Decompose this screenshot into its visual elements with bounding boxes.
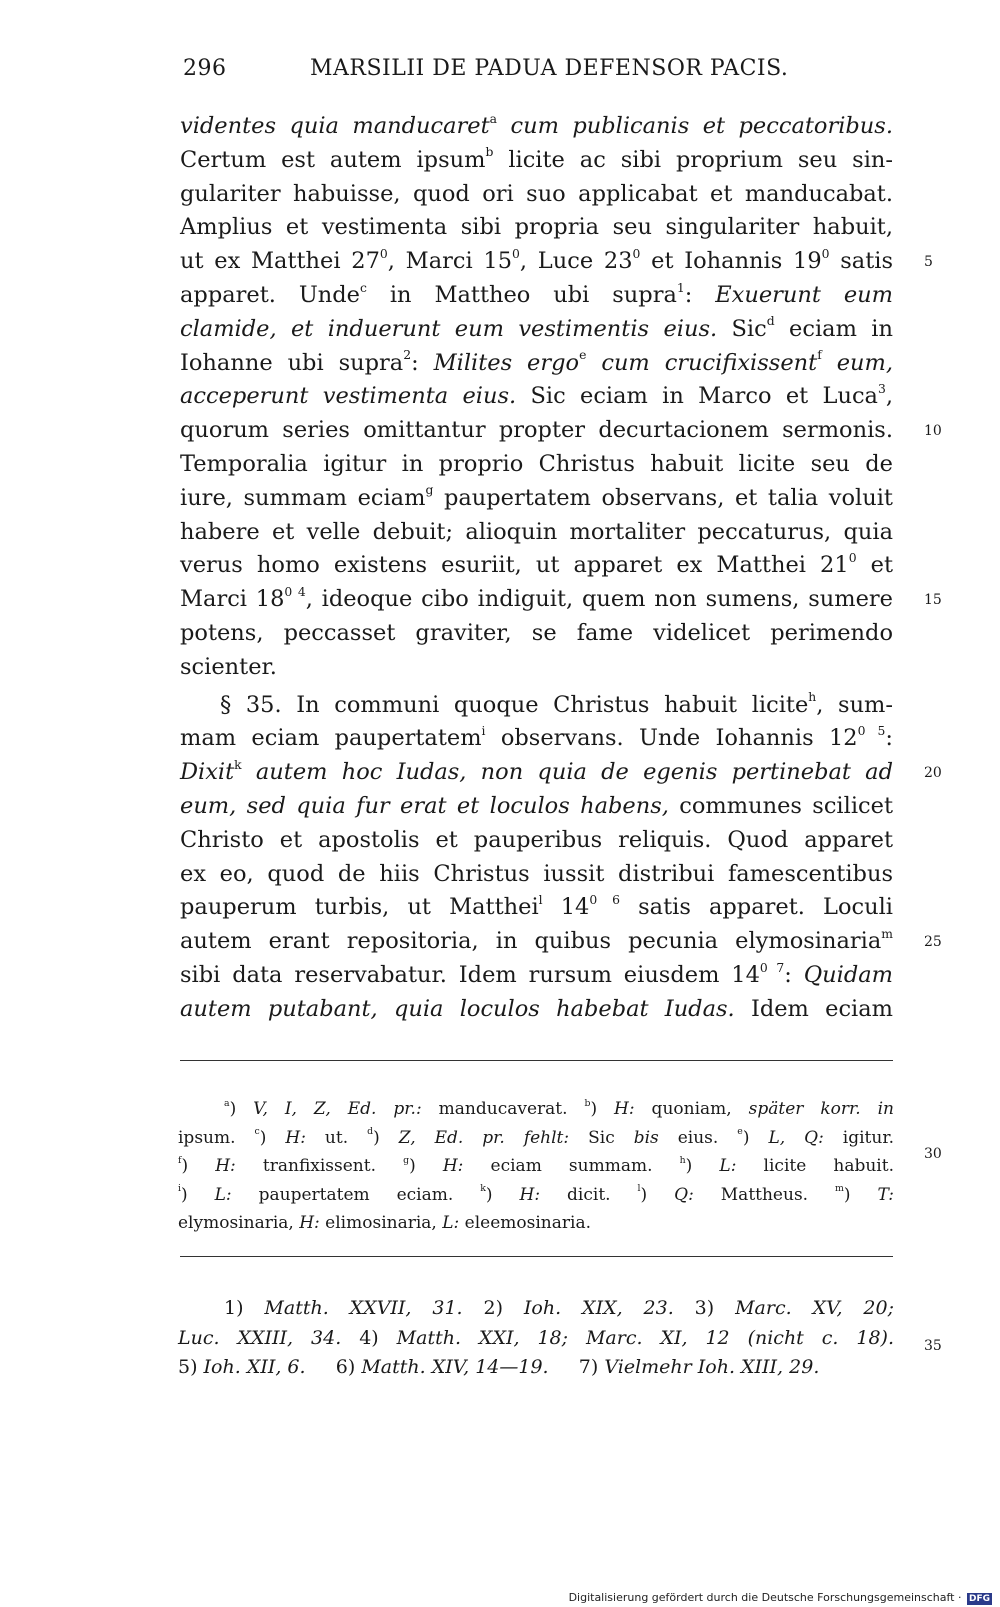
text-line: habere et velle debuit; alioquin mortaliter peccaturus, quia: [180, 518, 893, 545]
note-line: $^f$) H: tranfixissent. $^g$) H: eciam summam. $^h$) L: licite habuit.: [178, 1154, 894, 1176]
source-references: [178, 1294, 894, 1383]
line-number: 30: [924, 1146, 942, 1162]
line-number: 10: [924, 423, 942, 439]
text-line: Christo et apostolis et pauperibus reliquis. Quod apparet: [180, 826, 893, 853]
dfg-logo: DFG: [968, 1594, 990, 1604]
text-line: clamide, et induerunt eum vestimentis eius. Sic$^d$ eciam in: [180, 314, 893, 342]
line-number: 5: [924, 254, 933, 270]
text-line: potens, peccasset graviter, se fame videlicet perimendo: [180, 619, 893, 646]
text-line: quorum series omittantur propter decurtacionem sermonis.: [180, 417, 893, 444]
main-text: [180, 110, 893, 1027]
text-line: Marci $18^{0 4}$, ideoque cibo indiguit, quem non sumens, sumere: [180, 584, 893, 613]
running-title: MARSILII DE PADUA DEFENSOR PACIS.: [310, 56, 789, 81]
text-line: Dixit$^k$ autem hoc Iudas, non quia de egenis pertinebat ad: [180, 757, 893, 786]
text-line: Iohanne ubi supra$^2$: Milites ergo$^e$ cum crucifixissent$^f$ eum,: [180, 348, 893, 376]
text-line: Amplius et vestimenta sibi propria seu singulariter habuit,: [180, 214, 893, 241]
line-number: 15: [924, 592, 942, 608]
line-number: 20: [924, 765, 942, 781]
credit-text: Digitalisierung gefördert durch die Deutsche Forschungsgemeinschaft ·: [568, 1591, 962, 1604]
text-line: autem putabant, quia loculos habebat Iudas. Idem eciam: [180, 995, 894, 1022]
note-line: $^a$) V, I, Z, Ed. pr.: manducaverat. $^b$) H: quoniam, später korr. in: [224, 1097, 894, 1119]
text-line: eum, sed quia fur erat et loculos habens, communes scilicet: [180, 792, 893, 819]
separator-rule: [180, 1060, 893, 1061]
text-line: mam eciam paupertatem$^i$ observans. Unde Iohannis $12^{0 5}$:: [180, 724, 894, 752]
text-line: Temporalia igitur in proprio Christus habuit licite seu de: [180, 450, 893, 477]
text-line: sibi data reservabatur. Idem rursum eiusdem $14^{0 7}$: Quidam: [180, 960, 893, 988]
text-line: Certum est autem ipsum$^b$ licite ac sibi proprium seu sin-: [180, 145, 893, 173]
text-line: ut ex Matthei $27^0$, Marci $15^0$, Luce $23^0$ et Iohannis $19^0$ satis: [180, 246, 894, 275]
line-number: 35: [924, 1338, 942, 1354]
ref-line: Luc. XXIII, 34. 4) Matth. XXI, 18; Marc. XI, 12 (nicht c. 18).: [178, 1326, 895, 1349]
text-line: iure, summam eciam$^g$ paupertatem observans, et talia voluit: [180, 483, 893, 511]
ref-line: 1) Matth. XXVII, 31. 2) Ioh. XIX, 23. 3) Marc. XV, 20;: [224, 1297, 894, 1319]
page-number: 296: [183, 56, 227, 81]
text-line: scienter.: [180, 653, 277, 680]
text-line: gulariter habuisse, quod ori suo applicabat et manducabat.: [180, 180, 893, 207]
text-line: acceperunt vestimenta eius. Sic eciam in Marco et Luca$^3$,: [180, 382, 893, 410]
note-line: $^i$) L: paupertatem eciam. $^k$) H: dicit. $^l$) Q: Mattheus. $^m$) T:: [178, 1183, 894, 1205]
note-line: elymosinaria, H: elimosinaria, L: eleemosinaria.: [178, 1213, 591, 1233]
separator-rule: [180, 1256, 893, 1257]
text-line: § 35. In communi quoque Christus habuit licite$^h$, sum-: [220, 690, 893, 718]
text-line: autem erant repositoria, in quibus pecunia elymosinaria$^m$: [180, 926, 893, 955]
note-line: ipsum. $^c$) H: ut. $^d$) Z, Ed. pr. fehlt: Sic bis eius. $^e$) L, Q: igitur.: [178, 1126, 894, 1148]
text-line: videntes quia manducaret$^a$ cum publicanis et peccatoribus.: [180, 111, 893, 139]
line-number: 25: [924, 934, 942, 950]
ref-line: 5) Ioh. XII, 6. 6) Matth. XIV, 14—19. 7) Vielmehr Ioh. XIII, 29.: [178, 1356, 820, 1378]
critical-apparatus: [178, 1095, 894, 1238]
text-line: apparet. Unde$^c$ in Mattheo ubi supra$^1$: Exuerunt eum: [180, 280, 894, 308]
text-line: pauperum turbis, ut Matthei$^l$ $14^{0 6}$ satis apparet. Loculi: [180, 892, 893, 921]
text-line: verus homo existens esuriit, ut apparet ex Matthei $21^0$ et: [180, 551, 894, 579]
text-line: ex eo, quod de hiis Christus iussit distribui famescentibus: [180, 860, 893, 887]
digitization-credit: [569, 1591, 992, 1605]
